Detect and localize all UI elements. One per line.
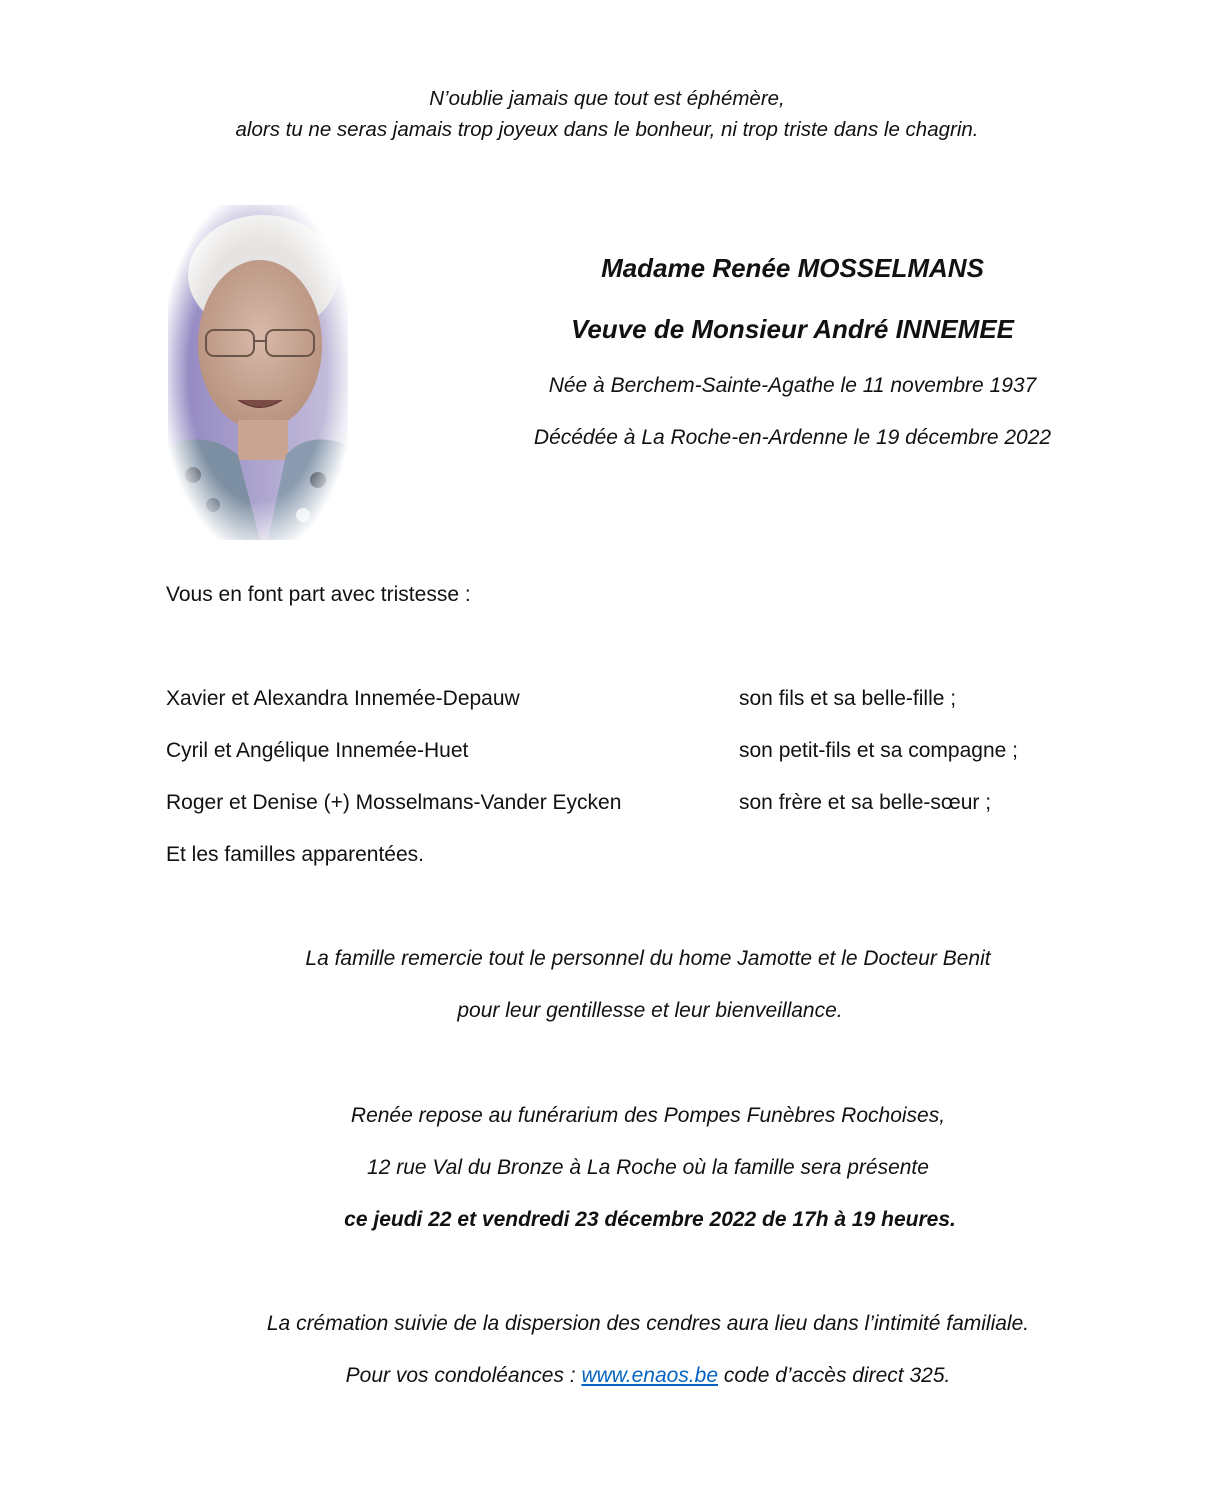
family-member-name: Cyril et Angélique Innemée-Huet: [166, 739, 469, 762]
family-member-name: Roger et Denise (+) Mosselmans-Vander Eycken: [166, 791, 622, 814]
visitation-dates: ce jeudi 22 et vendredi 23 décembre 2022 de 17h à 19 heures.: [344, 1208, 956, 1231]
family-member-relation: son petit-fils et sa compagne ;: [739, 739, 1018, 762]
condolences-line: [0, 1364, 1214, 1388]
visitation-line-1: Renée repose au funérarium des Pompes Funèbres Rochoises,: [350, 1104, 946, 1127]
condolences-suffix: code d’accès direct 325.: [718, 1364, 951, 1387]
deceased-name: Madame Renée MOSSELMANS: [601, 253, 984, 283]
widow-of: Veuve de Monsieur André INNEMEE: [570, 314, 1015, 344]
family-member-relation: son fils et sa belle-fille ;: [739, 687, 957, 710]
thanks-line-2: pour leur gentillesse et leur bienveillance.: [457, 999, 843, 1022]
visitation-line-2: 12 rue Val du Bronze à La Roche où la famille sera présente: [367, 1156, 929, 1179]
epigraph-line-1: N’oublie jamais que tout est éphémère,: [429, 87, 785, 110]
condolences-link[interactable]: www.enaos.be: [581, 1364, 719, 1387]
birth-info: Née à Berchem-Sainte-Agathe le 11 novembre 1937: [548, 374, 1037, 397]
thanks-line-1: La famille remercie tout le personnel du home Jamotte et le Docteur Benit: [305, 947, 991, 970]
epigraph-line-2: alors tu ne seras jamais trop joyeux dans le bonheur, ni trop triste dans le chagrin.: [235, 118, 979, 141]
condolences-prefix: Pour vos condoléances :: [345, 1364, 582, 1387]
family-closing: Et les familles apparentées.: [166, 843, 424, 866]
family-member-name: Xavier et Alexandra Innemée-Depauw: [166, 687, 520, 710]
announcement-intro: Vous en font part avec tristesse :: [166, 583, 471, 606]
portrait-photo: [168, 205, 348, 540]
portrait-image: [168, 205, 348, 540]
cremation-info: La crémation suivie de la dispersion des cendres aura lieu dans l’intimité familiale.: [266, 1312, 1030, 1335]
death-info: Décédée à La Roche-en-Ardenne le 19 décembre 2022: [533, 426, 1052, 449]
family-member-relation: son frère et sa belle-sœur ;: [739, 791, 992, 814]
